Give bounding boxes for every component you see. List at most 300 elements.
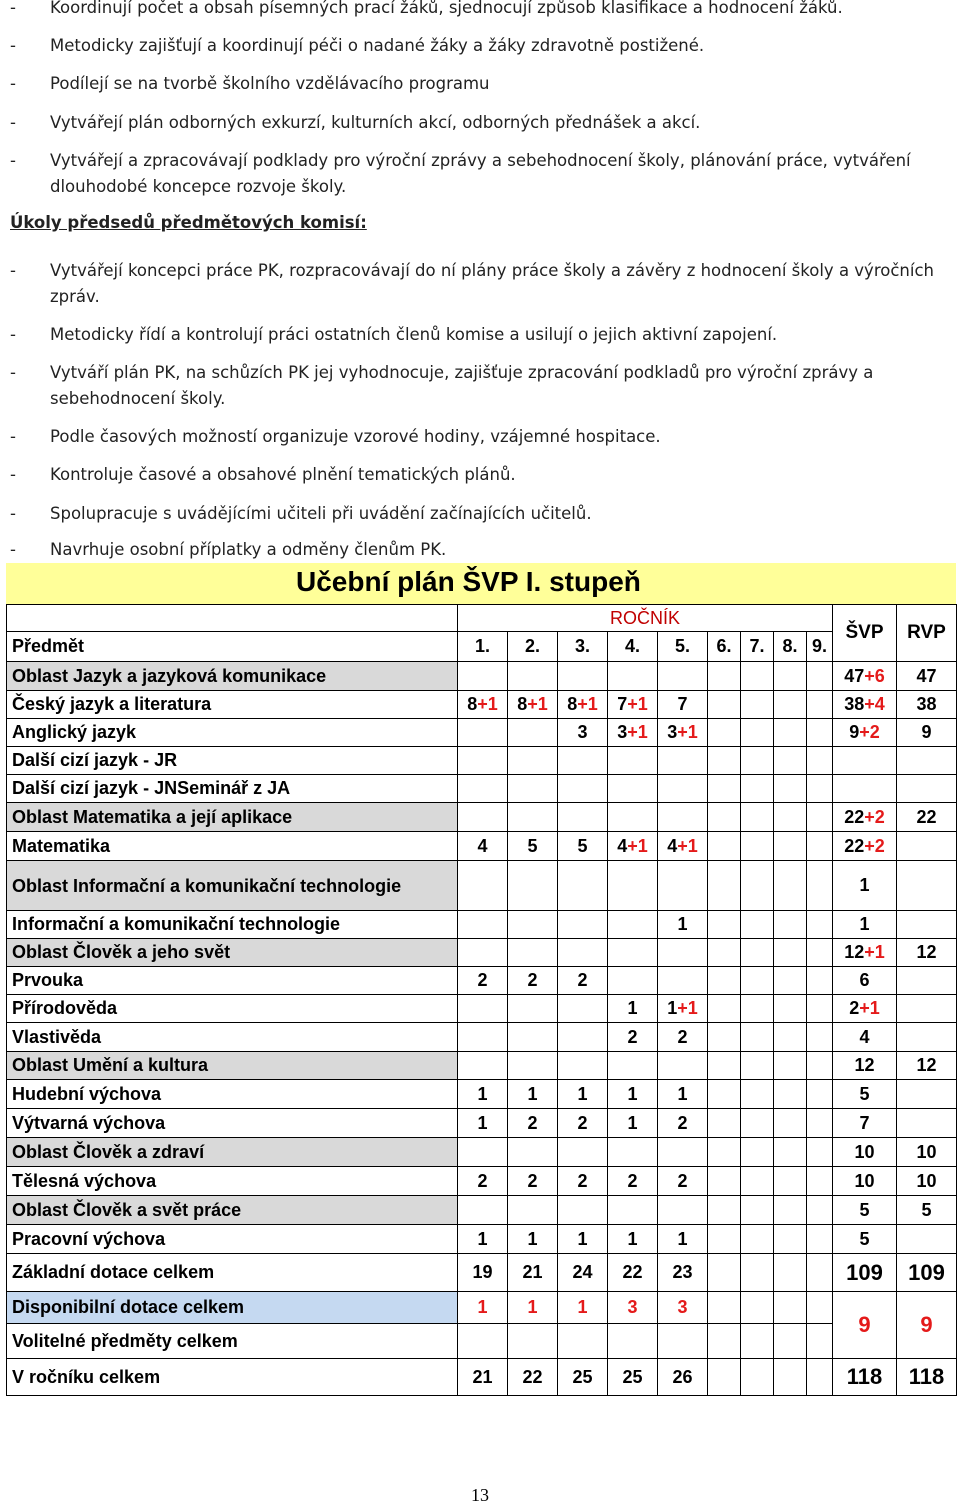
subject-cell: Informační a komunikační technologie bbox=[7, 911, 458, 939]
cell-value: 2 bbox=[477, 1170, 488, 1191]
grade-cell bbox=[558, 775, 608, 803]
cell-value: 2 bbox=[477, 970, 488, 990]
subject-cell: Vlastivěda bbox=[7, 1023, 458, 1052]
grade-cell bbox=[558, 911, 608, 939]
grade-cell-empty bbox=[807, 775, 833, 803]
grade-cell bbox=[558, 1052, 608, 1080]
grade-cell-empty bbox=[774, 662, 807, 691]
grade-cell bbox=[558, 1109, 608, 1138]
bullet-text: Spolupracuje s uvádějícími učiteli při uvádění začínajících učitelů. bbox=[50, 504, 592, 523]
subject-cell: Přírodověda bbox=[7, 995, 458, 1023]
grade-header: 8. bbox=[774, 632, 807, 662]
grade-cell bbox=[608, 1080, 658, 1109]
grade-cell-empty bbox=[774, 939, 807, 967]
grade-cell: 3 bbox=[608, 1292, 658, 1324]
grade-cell-empty bbox=[741, 1359, 774, 1396]
table-corner bbox=[7, 605, 458, 632]
area-row bbox=[7, 861, 957, 911]
cell-value: 1 bbox=[859, 875, 870, 895]
grade-cell bbox=[658, 775, 708, 803]
bullet-item bbox=[10, 322, 955, 348]
cell-value: 2 bbox=[527, 1170, 538, 1191]
bullet-dash: - bbox=[10, 504, 16, 523]
cell-value: 6 bbox=[859, 970, 870, 990]
grade-cell-empty bbox=[558, 1324, 608, 1359]
grade-cell: 19 bbox=[458, 1254, 508, 1292]
bullet-item bbox=[10, 462, 955, 488]
grade-cell bbox=[458, 1196, 508, 1225]
grade-cell-empty bbox=[741, 662, 774, 691]
subject-cell: Další cizí jazyk - JR bbox=[7, 747, 458, 775]
table-row bbox=[7, 832, 957, 861]
rvp-cell bbox=[897, 861, 957, 911]
subject-cell: Tělesná výchova bbox=[7, 1167, 458, 1196]
svp-cell bbox=[833, 1080, 897, 1109]
rvp-cell: 10 bbox=[897, 1167, 957, 1196]
svp-cell bbox=[833, 1138, 897, 1167]
cell-value: 1 bbox=[627, 1083, 638, 1104]
grade-cell bbox=[608, 1052, 658, 1080]
grade-cell bbox=[658, 1138, 708, 1167]
grade-cell bbox=[558, 1196, 608, 1225]
cell-value: 5 bbox=[577, 835, 588, 856]
grade-cell bbox=[608, 939, 658, 967]
grade-cell-empty bbox=[708, 662, 741, 691]
grade-cell: 1 bbox=[558, 1292, 608, 1324]
rvp-cell: 22 bbox=[897, 803, 957, 832]
grade-cell-empty bbox=[708, 1023, 741, 1052]
grade-cell-empty bbox=[708, 719, 741, 747]
cell-value: 1 bbox=[677, 914, 688, 934]
svp-cell bbox=[833, 1167, 897, 1196]
grade-cell-empty bbox=[708, 775, 741, 803]
grade-cell: 24 bbox=[558, 1254, 608, 1292]
grade-cell-empty bbox=[807, 1023, 833, 1052]
bullet-text: Vytvářejí koncepci práce PK, rozpracovávají do ní plány práce školy a závěry z hodnocení školy a výročních zpráv. bbox=[50, 261, 934, 306]
cell-value: 8 bbox=[467, 694, 478, 714]
grade-cell bbox=[508, 1225, 558, 1254]
svp-cell bbox=[833, 803, 897, 832]
rvp-cell bbox=[897, 1080, 957, 1109]
grade-cell-empty bbox=[741, 911, 774, 939]
subject-cell: Oblast Matematika a její aplikace bbox=[7, 803, 458, 832]
grade-cell bbox=[458, 939, 508, 967]
rvp-cell: 10 bbox=[897, 1138, 957, 1167]
rvp-cell: 109 bbox=[897, 1254, 957, 1292]
grade-cell-empty bbox=[708, 1167, 741, 1196]
grade-cell bbox=[508, 1167, 558, 1196]
table-header-row bbox=[7, 605, 957, 632]
rvp-cell bbox=[897, 995, 957, 1023]
svp-cell bbox=[833, 1225, 897, 1254]
svp-cell bbox=[833, 719, 897, 747]
grade-cell bbox=[608, 1196, 658, 1225]
grade-cell-empty bbox=[708, 1292, 741, 1324]
cell-value: 38 bbox=[844, 694, 865, 714]
cell-value: 12 bbox=[854, 1055, 875, 1075]
table-row bbox=[7, 1023, 957, 1052]
cell-increment: +2 bbox=[864, 806, 885, 827]
bullet-item bbox=[10, 501, 955, 527]
cell-increment: +1 bbox=[677, 835, 698, 856]
bullet-dash: - bbox=[10, 151, 16, 170]
bullet-item bbox=[10, 537, 955, 563]
grade-cell: 23 bbox=[658, 1254, 708, 1292]
subject-header: Předmět bbox=[7, 632, 458, 662]
bullet-text: Podle časových možností organizuje vzorové hodiny, vzájemné hospitace. bbox=[50, 427, 661, 446]
grade-cell-empty bbox=[458, 1324, 508, 1359]
grade-cell-empty bbox=[708, 967, 741, 995]
grade-cell bbox=[608, 832, 658, 861]
cell-value: 4 bbox=[477, 835, 488, 856]
bullet-item bbox=[10, 424, 955, 450]
grade-cell bbox=[458, 1109, 508, 1138]
rvp-header: RVP bbox=[897, 605, 957, 662]
cell-value: 3 bbox=[577, 722, 588, 742]
grade-cell-empty bbox=[774, 1254, 807, 1292]
grade-cell: 25 bbox=[608, 1359, 658, 1396]
svp-cell bbox=[833, 775, 897, 803]
cell-value: 2 bbox=[527, 970, 538, 990]
subject-cell: Volitelné předměty celkem bbox=[7, 1324, 458, 1359]
grade-cell-empty bbox=[807, 747, 833, 775]
grade-cell bbox=[458, 967, 508, 995]
cell-value: 1 bbox=[859, 914, 870, 934]
cell-value: 22 bbox=[844, 806, 865, 827]
bullet-item bbox=[10, 258, 955, 310]
grade-cell-empty bbox=[708, 691, 741, 719]
table-row bbox=[7, 775, 957, 803]
svp-cell: 109 bbox=[833, 1254, 897, 1292]
grade-cell bbox=[508, 1023, 558, 1052]
cell-value: 7 bbox=[677, 694, 688, 714]
rvp-cell bbox=[897, 911, 957, 939]
rvp-cell: 9 bbox=[897, 719, 957, 747]
svp-cell bbox=[833, 1109, 897, 1138]
grade-header: 1. bbox=[458, 632, 508, 662]
grade-cell-empty bbox=[774, 995, 807, 1023]
grade-cell-empty bbox=[741, 1167, 774, 1196]
grade-cell bbox=[558, 691, 608, 719]
svp-cell bbox=[833, 662, 897, 691]
svp-cell bbox=[833, 939, 897, 967]
grade-cell-empty bbox=[708, 1225, 741, 1254]
curriculum-table-body bbox=[7, 605, 957, 1396]
grade-cell-empty bbox=[774, 1023, 807, 1052]
svp-cell bbox=[833, 995, 897, 1023]
bullet-text: Kontroluje časové a obsahové plnění tematických plánů. bbox=[50, 465, 516, 484]
grade-cell-empty bbox=[774, 1359, 807, 1396]
grade-cell: 22 bbox=[508, 1359, 558, 1396]
grade-cell-empty bbox=[774, 1167, 807, 1196]
cell-value: 1 bbox=[477, 1228, 488, 1249]
grade-cell-empty bbox=[741, 1254, 774, 1292]
grade-cell bbox=[608, 861, 658, 911]
subject-cell: Oblast Informační a komunikační technologie bbox=[7, 861, 458, 911]
grade-cell bbox=[608, 967, 658, 995]
grade-cell bbox=[458, 1052, 508, 1080]
subject-cell: Oblast Umění a kultura bbox=[7, 1052, 458, 1080]
grade-cell-empty bbox=[774, 967, 807, 995]
cell-value: 5 bbox=[859, 1199, 870, 1220]
bullet-text: Vytvářejí a zpracovávají podklady pro výroční zprávy a sebehodnocení školy, plánování práce, vytváření dlouhodobé koncepce rozvoje školy. bbox=[50, 151, 911, 196]
grade-cell-empty bbox=[708, 1254, 741, 1292]
grade-cell bbox=[658, 1052, 708, 1080]
cell-value: 47 bbox=[844, 665, 865, 686]
grade-cell bbox=[508, 691, 558, 719]
grade-cell bbox=[608, 1023, 658, 1052]
grade-cell bbox=[458, 691, 508, 719]
grade-cell-empty bbox=[774, 1292, 807, 1324]
grade-header: 7. bbox=[741, 632, 774, 662]
grade-cell-empty bbox=[708, 1196, 741, 1225]
grade-cell bbox=[458, 747, 508, 775]
grade-cell bbox=[608, 803, 658, 832]
cell-value: 10 bbox=[854, 1170, 875, 1191]
grade-cell bbox=[658, 1167, 708, 1196]
grade-cell bbox=[558, 747, 608, 775]
available-total-row bbox=[7, 1292, 957, 1324]
section-heading: Úkoly předsedů předmětových komisí: bbox=[10, 213, 367, 232]
grade-cell bbox=[558, 832, 608, 861]
subject-cell: Oblast Člověk a jeho svět bbox=[7, 939, 458, 967]
table-row bbox=[7, 1225, 957, 1254]
cell-value: 4 bbox=[617, 835, 628, 856]
grade-cell: 21 bbox=[458, 1359, 508, 1396]
cell-value: 7 bbox=[617, 694, 628, 714]
cell-increment: +1 bbox=[859, 998, 880, 1018]
grade-cell bbox=[658, 691, 708, 719]
grade-cell-empty bbox=[741, 1023, 774, 1052]
grade-cell-empty bbox=[741, 803, 774, 832]
cell-value: 2 bbox=[677, 1170, 688, 1191]
grade-cell bbox=[658, 719, 708, 747]
grade-cell-empty bbox=[708, 939, 741, 967]
rvp-cell bbox=[897, 1225, 957, 1254]
grade-cell bbox=[558, 995, 608, 1023]
grade-cell bbox=[558, 967, 608, 995]
rvp-cell bbox=[897, 747, 957, 775]
grade-cell bbox=[508, 911, 558, 939]
grade-cell-empty bbox=[774, 832, 807, 861]
grade-cell-empty bbox=[807, 1109, 833, 1138]
bullet-dash: - bbox=[10, 113, 16, 132]
grade-cell bbox=[608, 911, 658, 939]
grade-cell bbox=[658, 1225, 708, 1254]
subject-cell: Základní dotace celkem bbox=[7, 1254, 458, 1292]
grade-cell: 25 bbox=[558, 1359, 608, 1396]
area-row bbox=[7, 1196, 957, 1225]
table-header-row bbox=[7, 632, 957, 662]
grade-cell bbox=[558, 861, 608, 911]
grade-cell bbox=[508, 967, 558, 995]
cell-value: 1 bbox=[577, 1083, 588, 1104]
grade-cell bbox=[658, 1109, 708, 1138]
cell-increment: +6 bbox=[864, 665, 885, 686]
subject-cell: V ročníku celkem bbox=[7, 1359, 458, 1396]
subject-cell: Oblast Jazyk a jazyková komunikace bbox=[7, 662, 458, 691]
grade-cell bbox=[608, 1109, 658, 1138]
cell-value: 1 bbox=[677, 1228, 688, 1249]
grade-cell-empty bbox=[774, 1109, 807, 1138]
grade-cell-empty bbox=[807, 861, 833, 911]
grade-header: 9. bbox=[807, 632, 833, 662]
cell-value: 1 bbox=[577, 1228, 588, 1249]
grade-cell-empty bbox=[807, 832, 833, 861]
grade-cell bbox=[658, 662, 708, 691]
grade-cell: 3 bbox=[658, 1292, 708, 1324]
grade-cell-empty bbox=[708, 1324, 741, 1359]
grade-cell-empty bbox=[741, 861, 774, 911]
cell-value: 2 bbox=[677, 1026, 688, 1047]
rvp-cell bbox=[897, 967, 957, 995]
grade-cell-empty bbox=[807, 995, 833, 1023]
cell-value: 1 bbox=[527, 1083, 538, 1104]
grade-cell-empty bbox=[708, 1109, 741, 1138]
grade-cell-empty bbox=[708, 995, 741, 1023]
grade-cell bbox=[508, 995, 558, 1023]
bullet-dash: - bbox=[10, 261, 16, 280]
svp-cell bbox=[833, 861, 897, 911]
subject-cell: Další cizí jazyk - JNSeminář z JA bbox=[7, 775, 458, 803]
bullet-text: Navrhuje osobní příplatky a odměny členům PK. bbox=[50, 540, 447, 559]
grade-cell-empty bbox=[741, 967, 774, 995]
grade-cell-empty bbox=[741, 1109, 774, 1138]
table-row bbox=[7, 747, 957, 775]
grade-cell bbox=[508, 662, 558, 691]
cell-value: 4 bbox=[667, 835, 678, 856]
grade-cell-empty bbox=[774, 803, 807, 832]
grade-cell-empty bbox=[774, 911, 807, 939]
rvp-cell: 118 bbox=[897, 1359, 957, 1396]
grade-cell-empty bbox=[774, 1052, 807, 1080]
cell-value: 3 bbox=[667, 722, 678, 742]
bullet-item bbox=[10, 148, 955, 200]
grade-cell: 1 bbox=[458, 1292, 508, 1324]
rvp-cell: 9 bbox=[897, 1292, 957, 1359]
cell-value: 2 bbox=[527, 1112, 538, 1133]
grade-header: 3. bbox=[558, 632, 608, 662]
cell-value: 1 bbox=[627, 998, 638, 1018]
grade-cell bbox=[608, 747, 658, 775]
table-row bbox=[7, 1167, 957, 1196]
cell-value: 1 bbox=[667, 998, 678, 1018]
grade-cell-empty bbox=[774, 1196, 807, 1225]
area-row bbox=[7, 1138, 957, 1167]
grade-cell-empty bbox=[774, 775, 807, 803]
grade-cell bbox=[558, 1023, 608, 1052]
grade-cell-empty bbox=[741, 1080, 774, 1109]
grade-cell bbox=[458, 832, 508, 861]
cell-value: 7 bbox=[859, 1112, 870, 1133]
grade-cell bbox=[658, 1080, 708, 1109]
grade-cell-empty bbox=[741, 1292, 774, 1324]
cell-increment: +2 bbox=[859, 722, 880, 742]
grade-cell bbox=[658, 911, 708, 939]
grade-cell bbox=[508, 1138, 558, 1167]
grade-cell-empty bbox=[708, 861, 741, 911]
elective-total-row bbox=[7, 1324, 957, 1359]
rvp-cell: 12 bbox=[897, 939, 957, 967]
table-row bbox=[7, 1080, 957, 1109]
area-row bbox=[7, 1052, 957, 1080]
cell-value: 3 bbox=[617, 722, 628, 742]
cell-value: 2 bbox=[577, 1170, 588, 1191]
grade-header: 5. bbox=[658, 632, 708, 662]
grade-cell bbox=[608, 1167, 658, 1196]
grade-cell bbox=[608, 1138, 658, 1167]
grade-cell-empty bbox=[708, 1138, 741, 1167]
svp-cell bbox=[833, 1196, 897, 1225]
grade-cell bbox=[458, 775, 508, 803]
area-row bbox=[7, 662, 957, 691]
grade-cell bbox=[508, 1052, 558, 1080]
grade-cell: 22 bbox=[608, 1254, 658, 1292]
grade-cell-empty bbox=[807, 662, 833, 691]
cell-value: 10 bbox=[854, 1141, 875, 1162]
cell-value: 5 bbox=[859, 1083, 870, 1104]
grade-cell bbox=[508, 861, 558, 911]
grade-cell bbox=[658, 1023, 708, 1052]
cell-value: 1 bbox=[677, 1083, 688, 1104]
grade-cell bbox=[508, 1196, 558, 1225]
grade-cell bbox=[508, 1080, 558, 1109]
cell-value: 2 bbox=[577, 1112, 588, 1133]
bullet-dash: - bbox=[10, 74, 16, 93]
grade-cell-empty bbox=[741, 1324, 774, 1359]
cell-increment: +1 bbox=[677, 998, 698, 1018]
grade-cell bbox=[558, 939, 608, 967]
rvp-cell: 5 bbox=[897, 1196, 957, 1225]
grade-cell bbox=[458, 1225, 508, 1254]
svp-cell bbox=[833, 1023, 897, 1052]
grade-cell-empty bbox=[508, 1324, 558, 1359]
grade-cell-empty bbox=[807, 1196, 833, 1225]
grade-header: 6. bbox=[708, 632, 741, 662]
cell-value: 1 bbox=[627, 1228, 638, 1249]
cell-increment: +1 bbox=[477, 694, 498, 714]
cell-value: 5 bbox=[859, 1228, 870, 1249]
cell-value: 9 bbox=[849, 722, 860, 742]
grade-cell bbox=[458, 803, 508, 832]
grade-cell bbox=[558, 1167, 608, 1196]
grade-cell: 1 bbox=[508, 1292, 558, 1324]
cell-value: 1 bbox=[477, 1083, 488, 1104]
grade-cell-empty bbox=[807, 939, 833, 967]
grade-cell-empty bbox=[774, 1138, 807, 1167]
grade-cell-empty bbox=[807, 1225, 833, 1254]
bullet-dash: - bbox=[10, 465, 16, 484]
grade-cell-empty bbox=[807, 911, 833, 939]
grade-cell-empty bbox=[708, 747, 741, 775]
rvp-cell: 12 bbox=[897, 1052, 957, 1080]
subject-cell: Hudební výchova bbox=[7, 1080, 458, 1109]
grade-cell bbox=[458, 911, 508, 939]
grade-cell bbox=[558, 719, 608, 747]
plan-title: Učební plán ŠVP I. stupeň bbox=[296, 566, 641, 597]
grade-cell-empty bbox=[807, 1167, 833, 1196]
cell-increment: +2 bbox=[864, 835, 885, 856]
bullet-text: Vytváří plán PK, na schůzích PK jej vyhodnocuje, zajišťuje zpracování podkladů pro výroční zprávy a sebehodnocení školy. bbox=[50, 363, 874, 408]
grade-cell-empty bbox=[807, 691, 833, 719]
cell-increment: +1 bbox=[627, 835, 648, 856]
bullet-dash: - bbox=[10, 36, 16, 55]
rocnik-header: ROČNÍK bbox=[458, 605, 833, 632]
cell-increment: +1 bbox=[527, 694, 548, 714]
grade-cell-empty bbox=[807, 967, 833, 995]
svp-cell bbox=[833, 691, 897, 719]
curriculum-table bbox=[6, 604, 957, 1396]
